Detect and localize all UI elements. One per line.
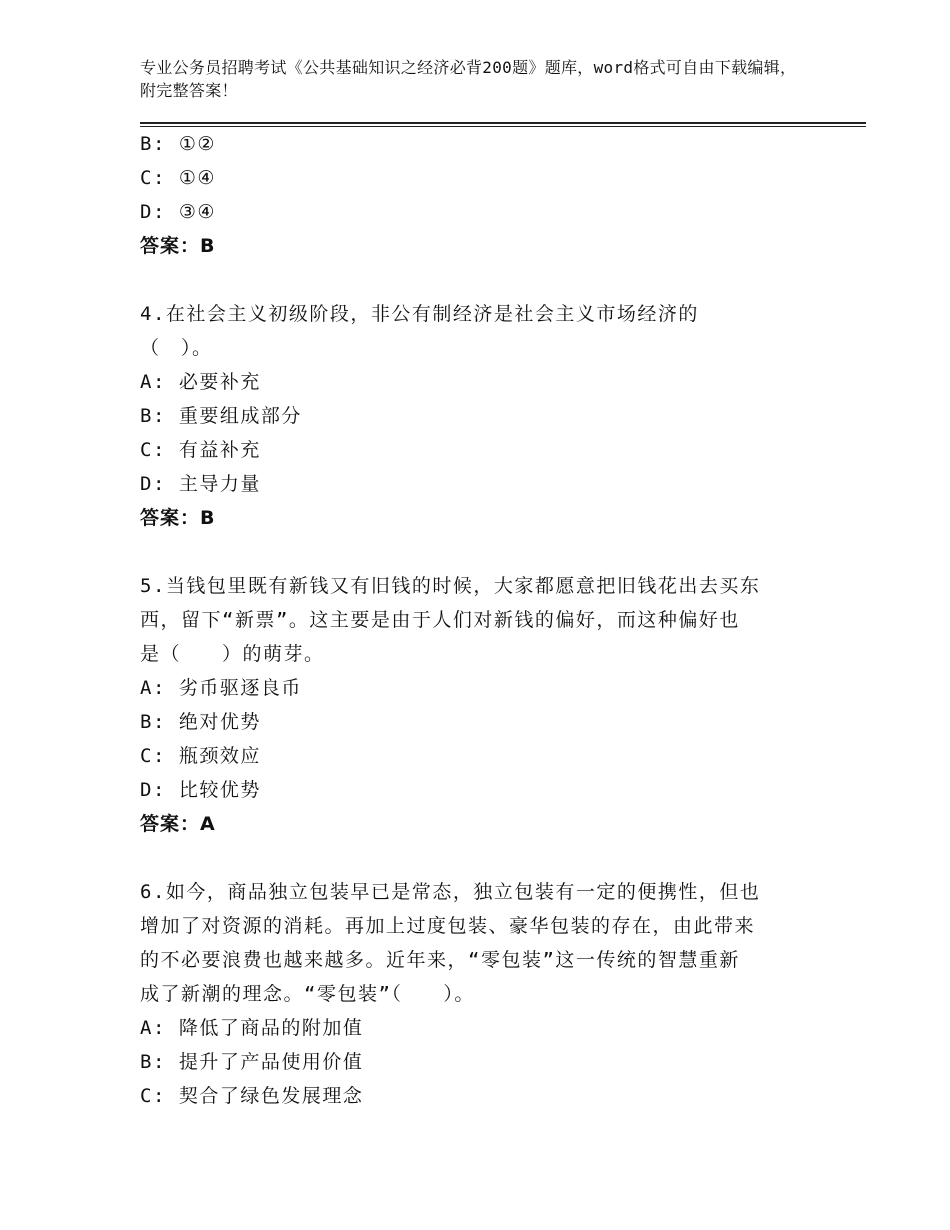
spacer [140, 263, 800, 297]
option-d: D: 比较优势 [140, 779, 261, 801]
option-b: B: 绝对优势 [140, 711, 261, 733]
option-a: A: 必要补充 [140, 371, 261, 393]
option-d: D: ③④ [140, 201, 216, 223]
question-stem: 是（ ）的萌芽。 [140, 643, 325, 665]
option-c: C: 契合了绿色发展理念 [140, 1085, 364, 1107]
document-body [140, 127, 800, 1113]
header-rule [140, 122, 866, 124]
spacer [140, 841, 800, 875]
question-stem: 6.如今，商品独立包装早已是常态，独立包装有一定的便携性，但也 [140, 881, 761, 903]
question-stem: 5.当钱包里既有新钱又有旧钱的时候，大家都愿意把旧钱花出去买东 [140, 575, 761, 597]
spacer [140, 535, 800, 569]
question-6 [140, 875, 800, 1113]
option-b: B: 提升了产品使用价值 [140, 1051, 364, 1073]
question-stem: 西，留下“新票”。这主要是由于人们对新钱的偏好，而这种偏好也 [140, 609, 740, 631]
option-c: C: 瓶颈效应 [140, 745, 261, 767]
question-4 [140, 297, 800, 535]
question-3-continued [140, 127, 800, 263]
answer: 答案：A [140, 813, 216, 835]
question-stem: （ ）。 [140, 337, 213, 359]
question-stem: 成了新潮的理念。“零包装”（ ）。 [140, 983, 475, 1005]
option-b: B: 重要组成部分 [140, 405, 302, 427]
question-stem: 增加了对资源的消耗。再加上过度包装、豪华包装的存在，由此带来 [140, 915, 756, 937]
option-c: C: ①④ [140, 167, 216, 189]
option-c: C: 有益补充 [140, 439, 261, 461]
answer: 答案：B [140, 507, 216, 529]
answer: 答案：B [140, 235, 216, 257]
page-header: 专业公务员招聘考试《公共基础知识之经济必背200题》题库，word格式可自由下载编辑，附完整答案！ [140, 58, 797, 100]
option-a: A: 降低了商品的附加值 [140, 1017, 364, 1039]
question-stem: 4.在社会主义初级阶段，非公有制经济是社会主义市场经济的 [140, 303, 699, 325]
option-a: A: 劣币驱逐良币 [140, 677, 302, 699]
question-5 [140, 569, 800, 841]
option-d: D: 主导力量 [140, 473, 261, 495]
option-b: B: ①② [140, 133, 216, 155]
question-stem: 的不必要浪费也越来越多。近年来，“零包装”这一传统的智慧重新 [140, 949, 740, 971]
